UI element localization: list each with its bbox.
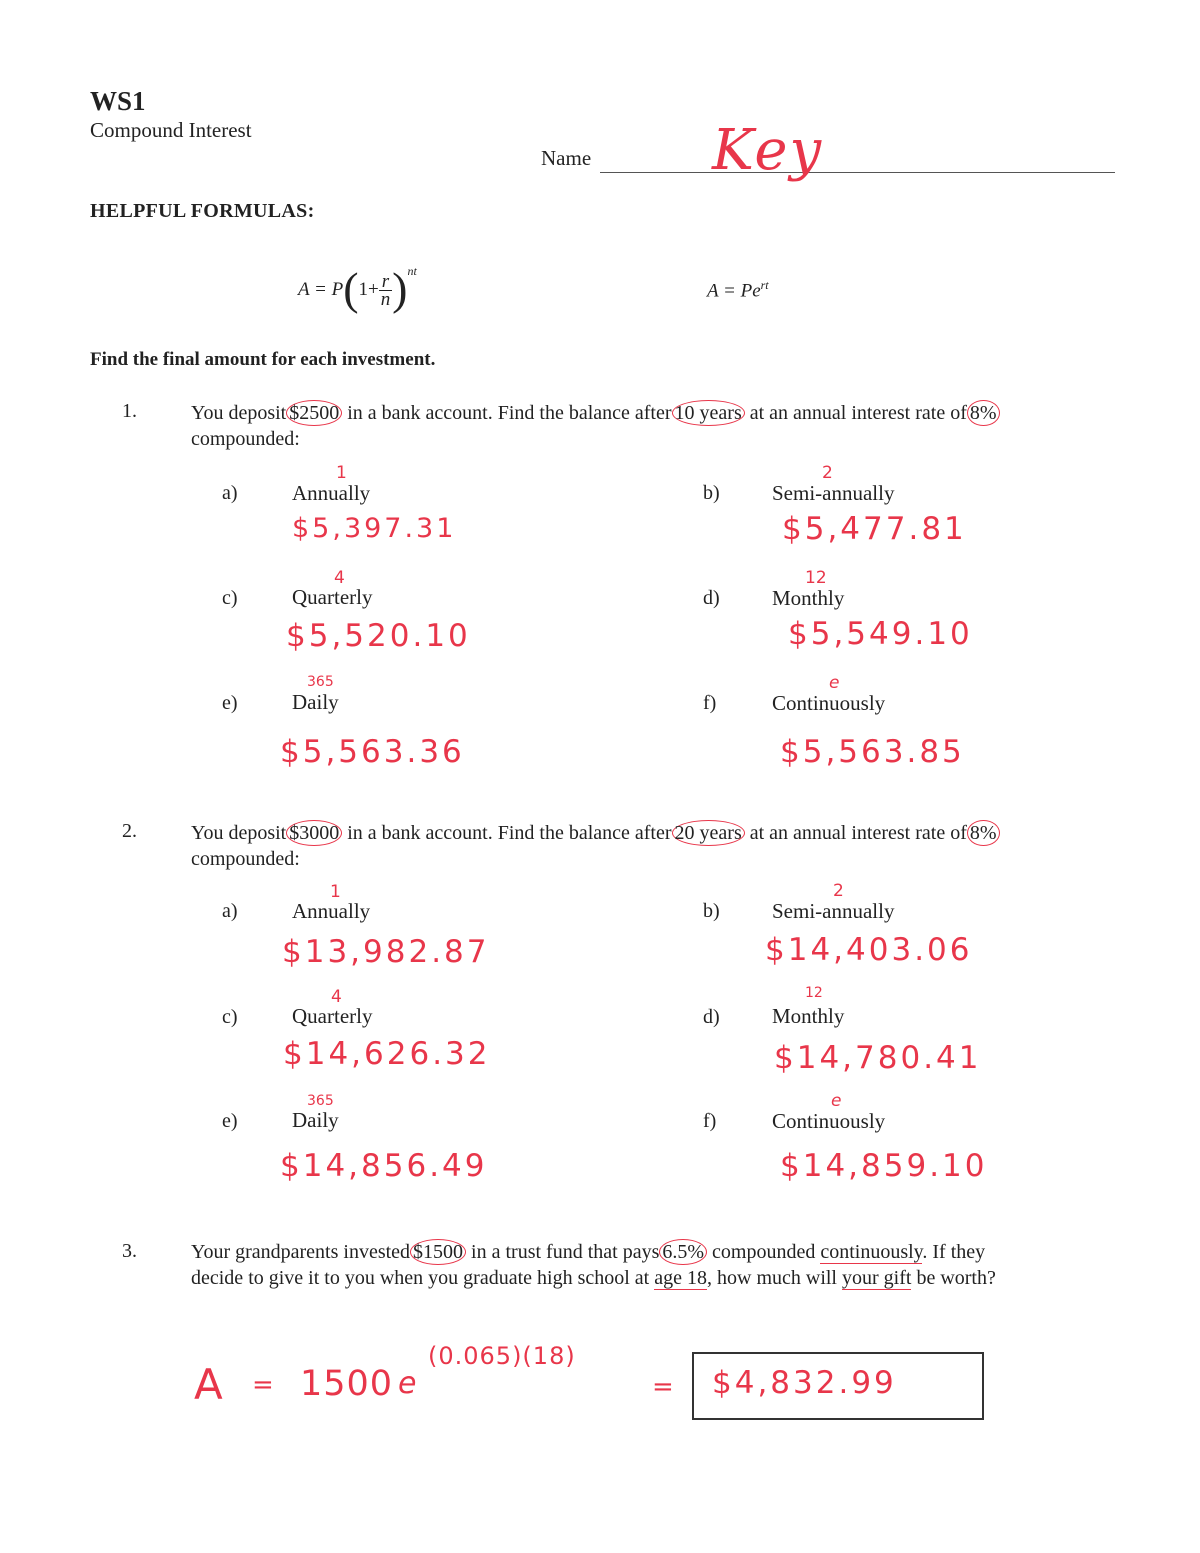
q3-text-b: in a trust fund that pays (471, 1241, 660, 1263)
q2f-letter: f) (703, 1110, 717, 1132)
q2e-answer: $14,856.49 (280, 1148, 488, 1184)
q3-age: age 18 (654, 1267, 707, 1289)
right-paren: ) (392, 263, 408, 314)
q1d-n-note: 12 (805, 568, 827, 588)
q2-rate: 8% (967, 820, 1000, 846)
q2b-letter: b) (703, 900, 720, 922)
q3-gift: your gift (842, 1267, 912, 1289)
left-paren: ( (343, 263, 359, 314)
formula-compound (298, 262, 417, 315)
q2-text-a: You deposit (191, 822, 287, 844)
question-3-number: 3. (122, 1240, 137, 1262)
q3-work-eq2: = (652, 1372, 674, 1402)
q2a-n-note: 1 (330, 882, 341, 902)
q2c-answer: $14,626.32 (283, 1036, 491, 1072)
q1d-letter: d) (703, 587, 720, 609)
formula-compound-lhs: A = P (298, 279, 344, 300)
q2c-n-note: 4 (331, 987, 342, 1007)
q1-text-c: at an annual interest rate of (749, 402, 967, 424)
question-2-text (191, 820, 1131, 872)
q3-text-d: . If they (922, 1241, 986, 1263)
question-1-text (191, 400, 1131, 452)
q1a-n-note: 1 (336, 463, 347, 483)
name-line (600, 172, 1115, 173)
q1f-n-note: e (829, 673, 840, 693)
q2b-answer: $14,403.06 (765, 932, 973, 968)
q2-text-c: at an annual interest rate of (749, 822, 967, 844)
q3-answer: $4,832.99 (712, 1365, 897, 1401)
q2c-letter: c) (222, 1006, 238, 1028)
q3-work-eq: = (252, 1370, 274, 1400)
q1a-letter: a) (222, 482, 238, 504)
name-value-handwritten: Key (712, 118, 824, 183)
q3-principal: $1500 (410, 1239, 466, 1265)
q2a-label: Annually (292, 899, 371, 923)
q2e-label: Daily (292, 1108, 339, 1132)
q1b-n-note: 2 (822, 463, 833, 483)
question-1-number: 1. (122, 400, 137, 422)
formula-continuous-exponent: rt (760, 278, 769, 292)
q2e-letter: e) (222, 1110, 238, 1132)
q2d-label: Monthly (772, 1004, 845, 1028)
q2b-label: Semi-annually (772, 899, 895, 923)
q2e-n-note: 365 (307, 1093, 334, 1109)
q2f-answer: $14,859.10 (780, 1148, 988, 1184)
q2f-label: Continuously (772, 1109, 886, 1133)
q3-work-base: 1500 (300, 1364, 394, 1404)
q1d-label: Monthly (772, 586, 845, 610)
q2-line2: compounded: (191, 848, 300, 870)
q1f-answer: $5,563.85 (780, 734, 965, 770)
q1-time: 10 years (672, 400, 745, 426)
q2d-letter: d) (703, 1006, 720, 1028)
q2d-answer: $14,780.41 (774, 1040, 982, 1076)
q2-time: 20 years (672, 820, 745, 846)
q1c-label: Quarterly (292, 585, 373, 609)
q1c-letter: c) (222, 587, 238, 609)
fraction-num: r (379, 273, 392, 291)
q2a-answer: $13,982.87 (282, 934, 490, 970)
formula-continuous (707, 278, 769, 302)
q1b-answer: $5,477.81 (782, 511, 967, 547)
q1c-n-note: 4 (334, 568, 345, 588)
q1-rate: 8% (967, 400, 1000, 426)
q1e-letter: e) (222, 692, 238, 714)
q1e-n-note: 365 (307, 674, 334, 690)
q1e-answer: $5,563.36 (280, 734, 465, 770)
q3-rate: 6.5% (659, 1239, 707, 1265)
q3-work-e: e (398, 1366, 417, 1401)
q1-text-b: in a bank account. Find the balance after (347, 402, 672, 424)
q2f-n-note: e (831, 1091, 842, 1111)
q3-work-A: A (194, 1360, 223, 1409)
q3-line2c: be worth? (916, 1267, 996, 1289)
q1f-letter: f) (703, 692, 717, 714)
q1b-label: Semi-annually (772, 481, 895, 505)
name-label: Name (541, 146, 592, 170)
q1a-answer: $5,397.31 (292, 513, 457, 544)
q2d-n-note: 12 (805, 985, 823, 1001)
q1-principal: $2500 (286, 400, 342, 426)
formulas-heading: HELPFUL FORMULAS: (90, 200, 315, 222)
q3-text-c: compounded (712, 1241, 816, 1263)
q3-line2a: decide to give it to you when you graduate high school at (191, 1267, 650, 1289)
question-3-text (191, 1239, 1131, 1291)
instructions: Find the final amount for each investment. (90, 349, 436, 370)
q1d-answer: $5,549.10 (788, 616, 973, 652)
formula-one: 1+ (358, 279, 379, 300)
question-2-number: 2. (122, 820, 137, 842)
q1a-label: Annually (292, 481, 371, 505)
q1e-label: Daily (292, 690, 339, 714)
q3-line2b: , how much will (707, 1267, 837, 1289)
formula-continuous-main: A = Pe (707, 280, 761, 302)
worksheet-subtitle: Compound Interest (90, 118, 252, 142)
q1f-label: Continuously (772, 691, 886, 715)
q1b-letter: b) (703, 482, 720, 504)
q1-text-a: You deposit (191, 402, 287, 424)
q2-principal: $3000 (286, 820, 342, 846)
q1-line2: compounded: (191, 428, 300, 450)
q2b-n-note: 2 (833, 881, 844, 901)
q1c-answer: $5,520.10 (286, 618, 471, 654)
q2c-label: Quarterly (292, 1004, 373, 1028)
q2-text-b: in a bank account. Find the balance after (347, 822, 672, 844)
fraction-den: n (380, 289, 391, 311)
q3-continuously: continuously (820, 1241, 923, 1263)
fraction (379, 271, 392, 311)
q3-text-a: Your grandparents invested (191, 1241, 411, 1263)
q2a-letter: a) (222, 900, 238, 922)
worksheet-title: WS1 (90, 86, 146, 116)
q3-work-exponent: (0.065)(18) (428, 1342, 576, 1370)
formula-exponent: nt (407, 264, 417, 278)
